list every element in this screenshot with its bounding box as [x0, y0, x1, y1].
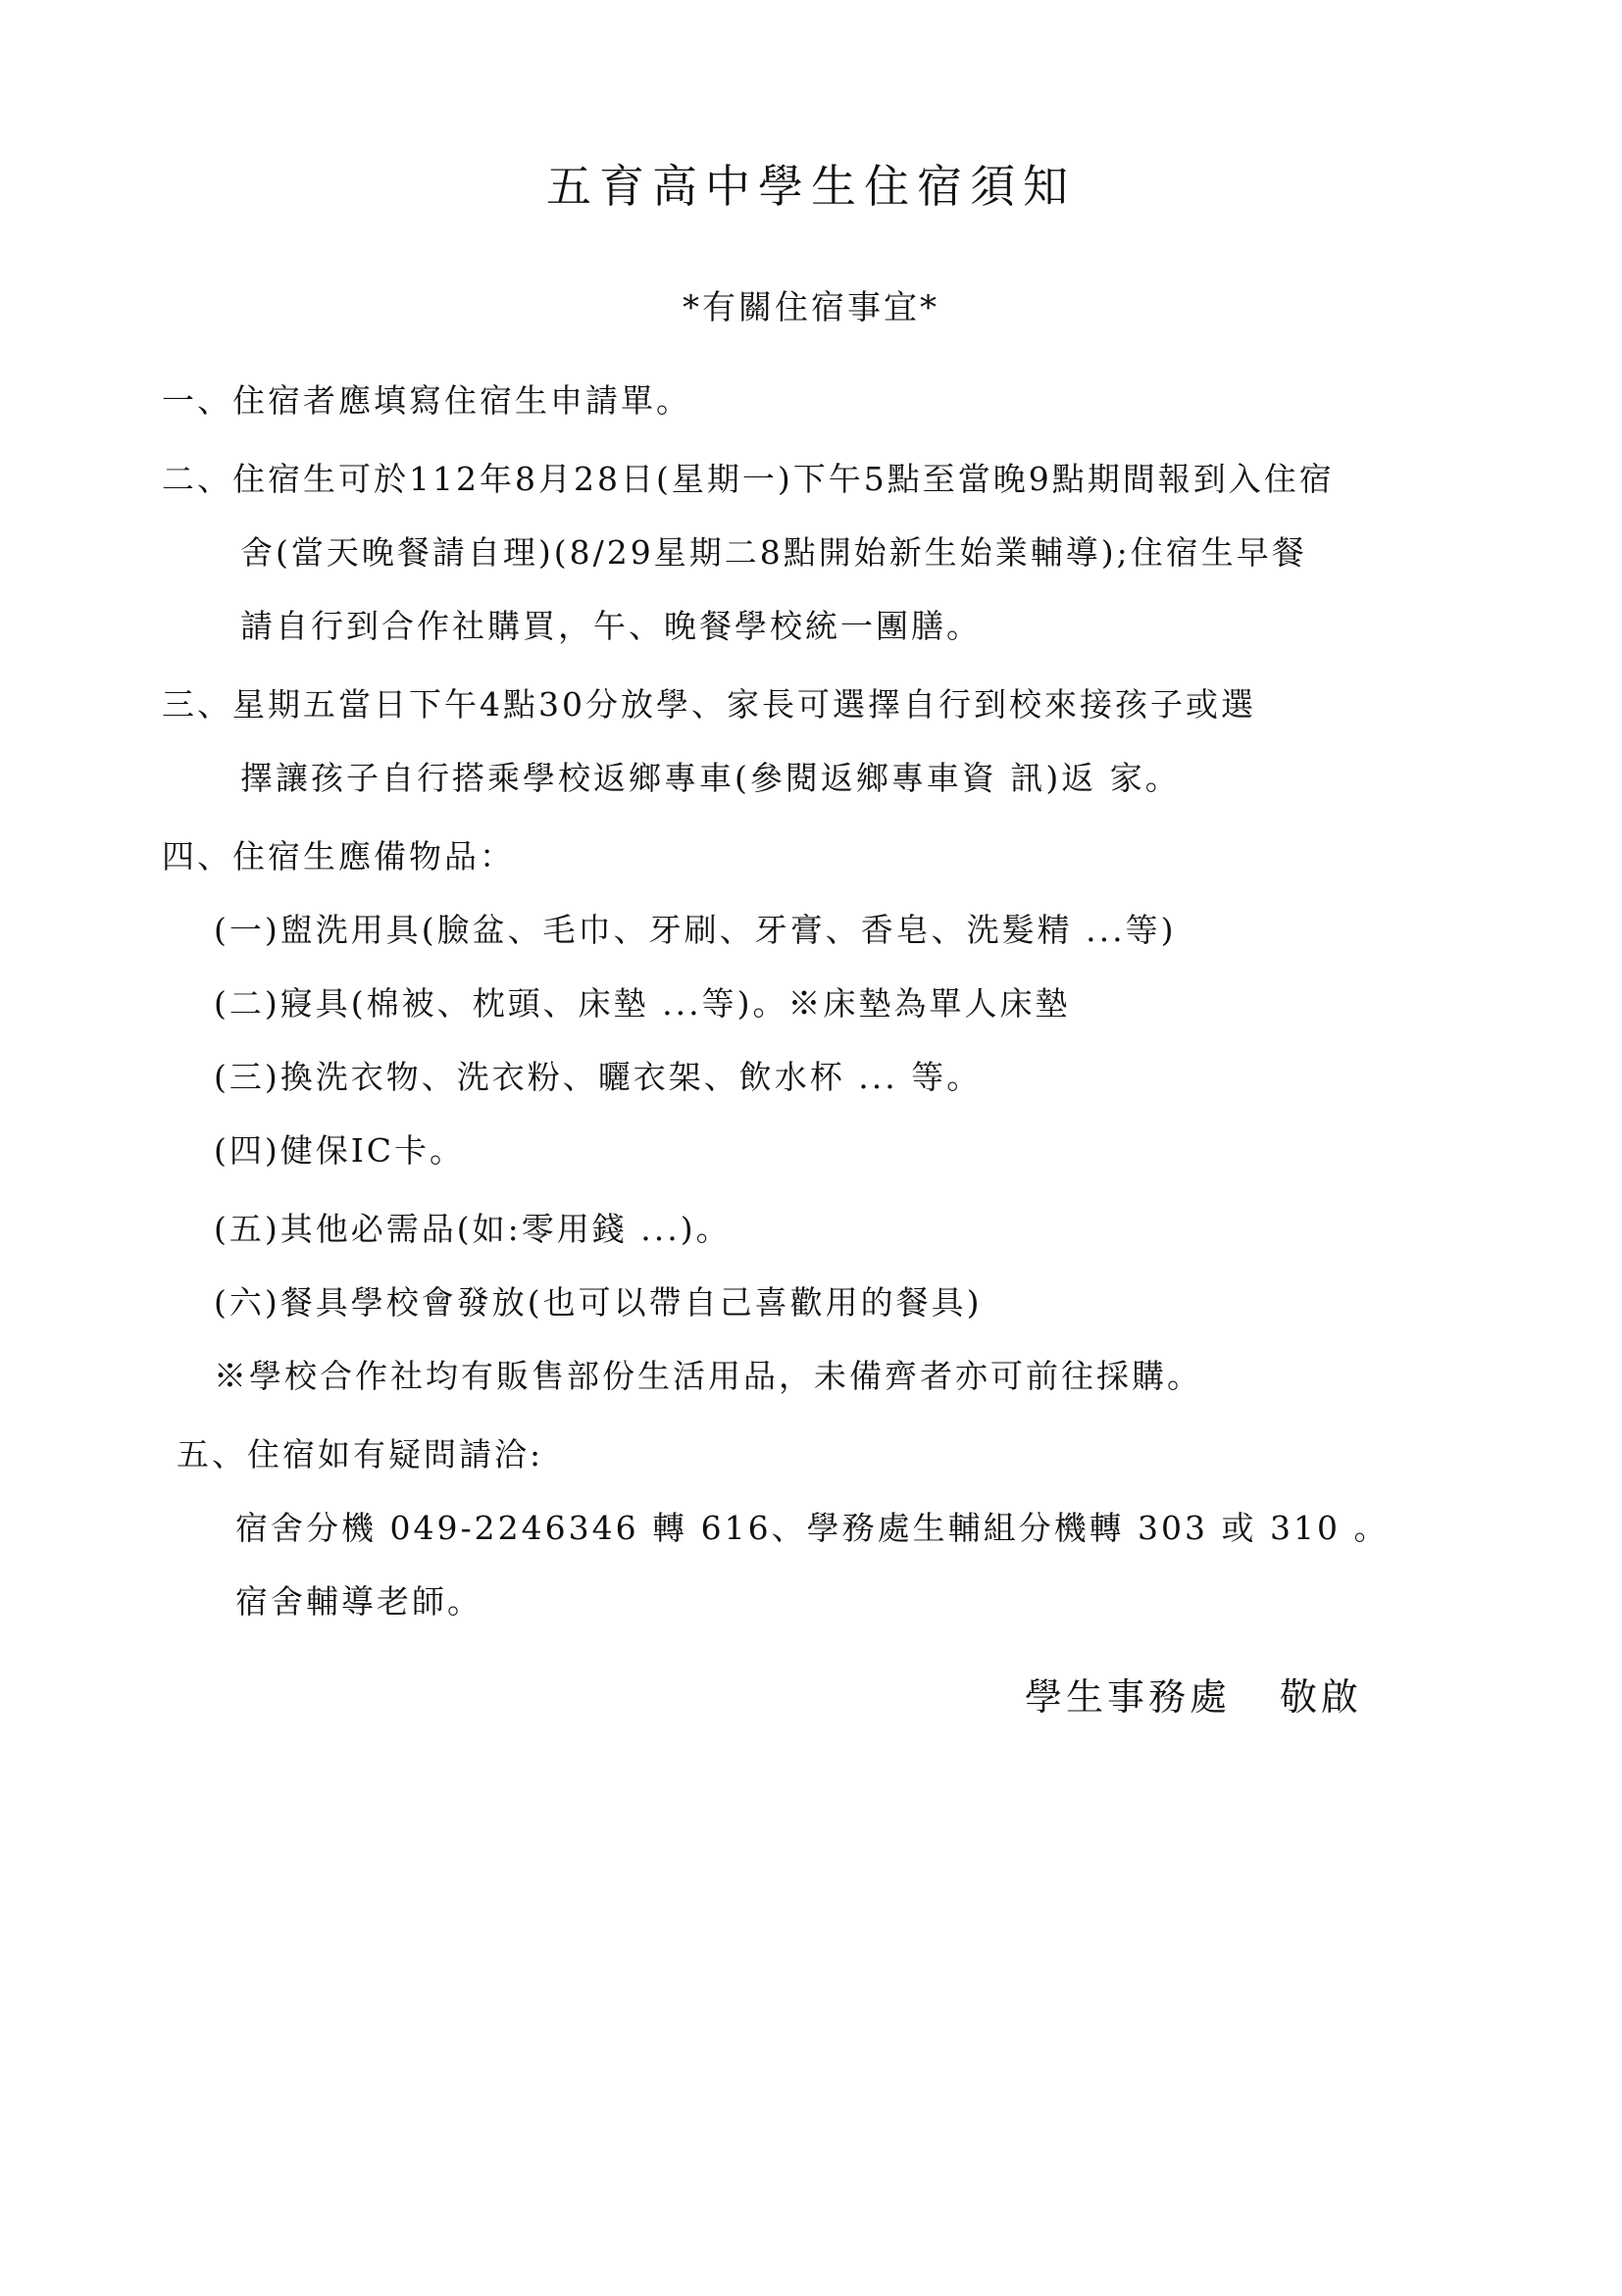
signature-closing: 敬啟: [1280, 1675, 1363, 1719]
item-1: 一、住宿者應填寫住宿生申請單。: [162, 381, 691, 420]
item-4-sub-1: (一)盥洗用具(臉盆、毛巾、牙刷、牙膏、香皂、洗髮精 ...等): [214, 911, 1177, 949]
document-subtitle: *有關住宿事宜*: [683, 288, 939, 327]
item-3-line-2: 擇讓孩子自行搭乘學校返鄉專車(參閱返鄉專車資 訊)返 家。: [240, 759, 1181, 797]
item-5-line-2: 宿舍輔導老師。: [235, 1582, 482, 1621]
document-title: 五育高中學生住宿須知: [546, 160, 1076, 213]
item-4-sub-6: (六)餐具學校會發放(也可以帶自己喜歡用的餐具): [214, 1283, 983, 1322]
item-2-line-1: 二、住宿生可於112年8月28日(星期一)下午5點至當晚9點期間報到入住宿: [162, 460, 1335, 498]
item-4-note: ※學校合作社均有販售部份生活用品，未備齊者亦可前往採購。: [214, 1357, 1202, 1395]
item-2-line-2: 舍(當天晚餐請自理)(8/29星期二8點開始新生始業輔導);住宿生早餐: [240, 533, 1307, 572]
item-2-line-3: 請自行到合作社購買，午、晚餐學校統一團膳。: [240, 607, 982, 645]
item-4-heading: 四、住宿生應備物品：: [162, 837, 515, 875]
item-4-sub-5: (五)其他必需品(如:零用錢 ...)。: [214, 1210, 732, 1248]
item-4-sub-3: (三)換洗衣物、洗衣粉、曬衣架、飲水杯 ... 等。: [214, 1058, 983, 1096]
item-4-sub-2: (二)寢具(棉被、枕頭、床墊 ...等)。※床墊為單人床墊: [214, 984, 1071, 1023]
item-5-line-1: 宿舍分機 049-2246346 轉 616、學務處生輔組分機轉 303 或 310 。: [235, 1509, 1390, 1547]
item-5-heading: 五、住宿如有疑問請洽:: [177, 1435, 544, 1473]
item-3-line-1: 三、星期五當日下午4點30分放學、家長可選擇自行到校來接孩子或選: [162, 685, 1256, 724]
signature: [1025, 1672, 1362, 1722]
signature-office: 學生事務處: [1025, 1675, 1232, 1719]
item-4-sub-4: (四)健保IC卡。: [214, 1131, 466, 1170]
